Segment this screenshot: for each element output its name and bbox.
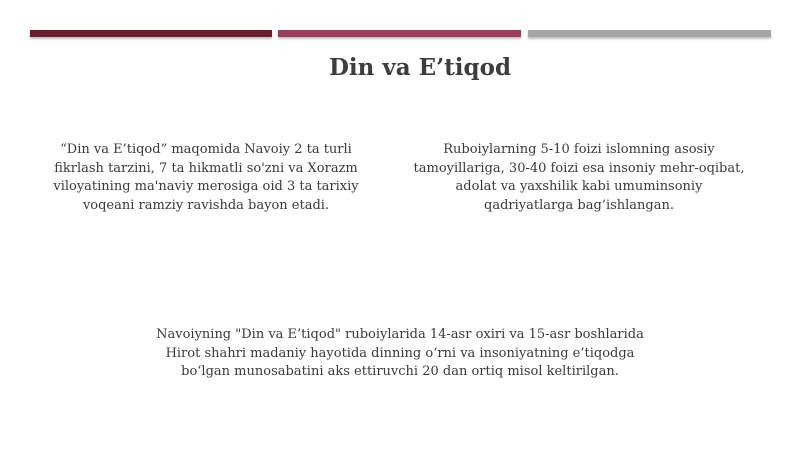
decor-bar-dark-red (30, 30, 272, 37)
bottom-text-block: Navoiyning "Din va E’tiqod" ruboiylarida 14-asr oxiri va 15-asr boshlarida Hirot shahri madaniy hayotida dinning o‘rni va insoniyatning e’tiqodga bo‘lgan munosabatini aks ettiruvchi 20 dan ortiq misol keltirilgan. (156, 327, 644, 379)
decor-bar-gray (528, 30, 771, 37)
left-text-block: “Din va E’tiqod” maqomida Navoiy 2 ta turli fikrlash tarzini, 7 ta hikmatli so'zni va Xorazm viloyatining ma'naviy merosiga oid 3 ta tarixiy voqeani ramziy ravishda bayon etadi. (53, 142, 359, 213)
header-decoration-bars (30, 30, 771, 38)
slide-title: Din va E’tiqod (328, 54, 512, 81)
right-text-block: Ruboiylarning 5-10 foizi islomning asosiy tamoyillariga, 30-40 foizi esa insoniy mehr-oqibat, adolat va yaxshilik kabi umuminsoniy qadriyatlarga bag‘ishlangan. (413, 142, 745, 213)
decor-bar-magenta (278, 30, 521, 37)
